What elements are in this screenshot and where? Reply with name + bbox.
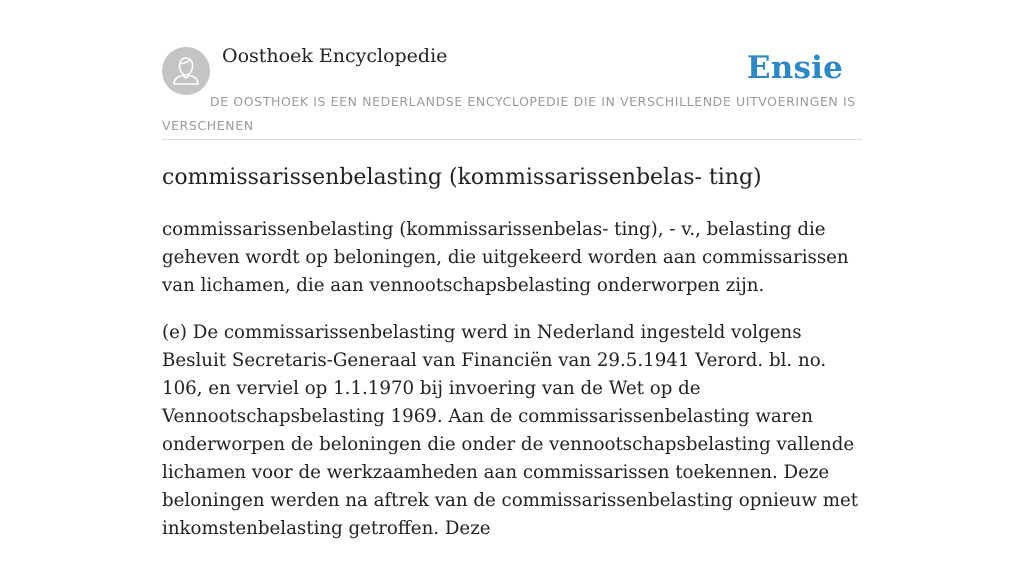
header-divider	[162, 139, 862, 140]
user-silhouette-icon	[162, 47, 210, 95]
avatar[interactable]	[162, 47, 210, 95]
publication-tagline: DE OOSTHOEK IS EEN NEDERLANDSE ENCYCLOPEDIE DIE IN VERSCHILLENDE UITVOERINGEN IS VERSCHENEN	[162, 94, 856, 133]
article-title: commissarissenbelasting (kommissarissenbelas- ting)	[162, 165, 762, 190]
publication-name[interactable]: Oosthoek Encyclopedie	[222, 45, 448, 67]
article-paragraph: (e) De commissarissenbelasting werd in Nederland ingesteld volgens Besluit Secretaris-Generaal van Financiën van 29.5.1941 Verord. bl. no. 106, en verviel op 1.1.1970 bij invoering van de Wet op de Vennootschapsbelasting 1969. Aan de commissarissenbelasting waren onderworpen de beloningen die onder de vennootschapsbelasting vallende lichamen voor de werkzaamheden aan commissarissen toekennen. Deze beloningen werden na aftrek van de commissarissenbelasting opnieuw met inkomstenbelasting getroffen. Deze	[162, 322, 859, 539]
article-body	[162, 216, 862, 562]
article-paragraph: commissarissenbelasting (kommissarissenbelas- ting), - v., belasting die geheven wordt op beloningen, die uitgekeerd worden aan commissarissen van lichamen, die aan vennootschapsbelasting onderworpen zijn.	[162, 219, 849, 296]
site-logo[interactable]: Ensie	[746, 50, 843, 86]
